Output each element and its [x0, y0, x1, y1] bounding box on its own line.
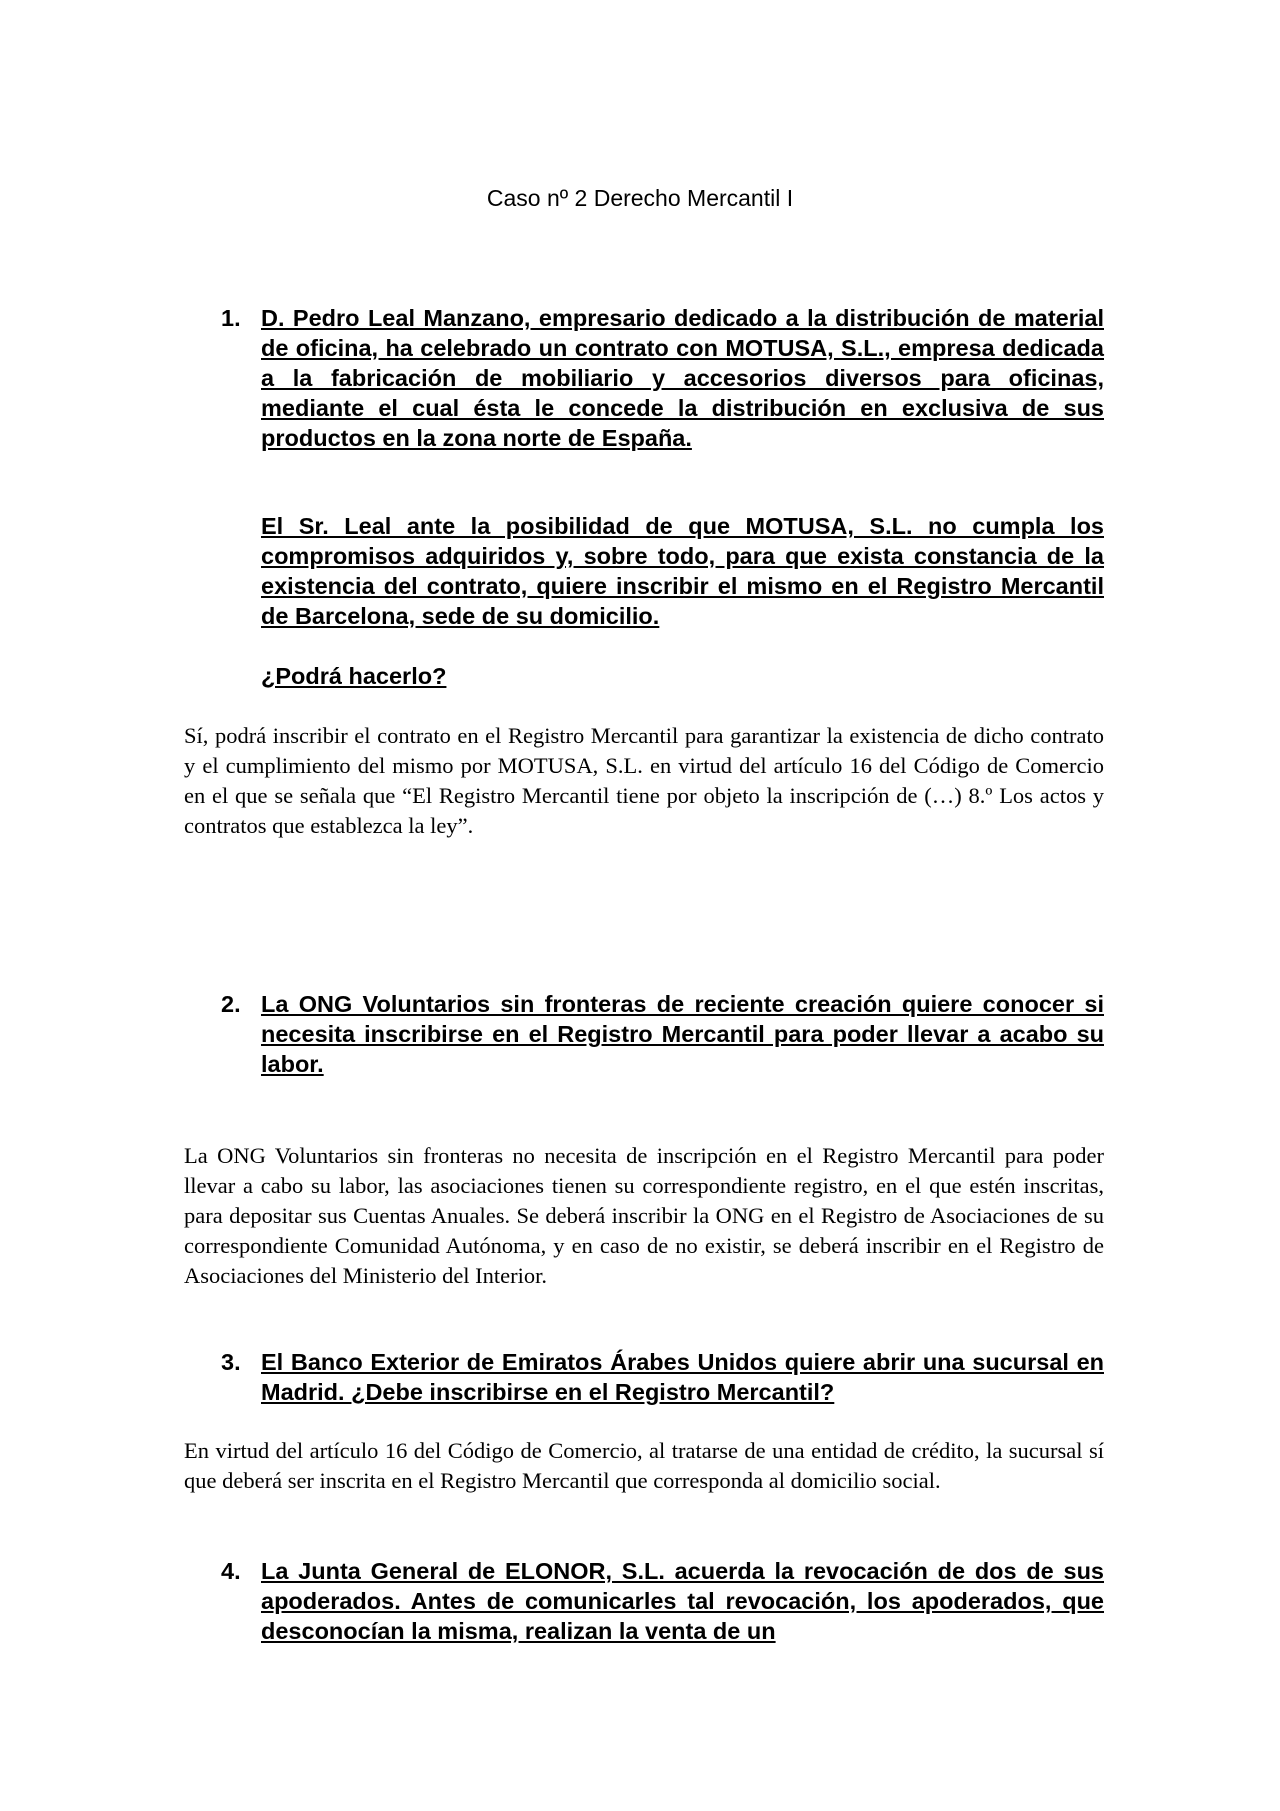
question-text: El Banco Exterior de Emiratos Árabes Unidos quiere abrir una sucursal en Madrid. ¿Debe inscribirse en el Registro Mercantil?	[261, 1349, 1104, 1405]
question-number: 3.	[221, 1349, 241, 1375]
answer-paragraph: En virtud del artículo 16 del Código de Comercio, al tratarse de una entidad de crédito, la sucursal sí que deberá ser inscrita en el Registro Mercantil que corresponda al domicilio social.	[184, 1438, 1104, 1493]
question-number: 1.	[221, 305, 241, 331]
question-text: ¿Podrá hacerlo?	[261, 663, 447, 689]
question-text: La Junta General de ELONOR, S.L. acuerda la revocación de dos de sus apoderados. Antes de comunicarles tal revocación, los apoderados, que desconocían la misma, realizan la venta de un	[261, 1558, 1104, 1644]
question-number: 4.	[221, 1558, 241, 1584]
question-text: D. Pedro Leal Manzano, empresario dedicado a la distribución de material de oficina, ha celebrado un contrato con MOTUSA, S.L., empresa dedicada a la fabricación de mobiliario y accesorios diversos para oficinas, mediante el cual ésta le concede la distribución en exclusiva de sus productos en la zona norte de España.	[261, 305, 1104, 451]
question-number: 2.	[221, 991, 241, 1017]
document-title: Caso nº 2 Derecho Mercantil I	[486, 185, 794, 211]
question-text: La ONG Voluntarios sin fronteras de reciente creación quiere conocer si necesita inscribirse en el Registro Mercantil para poder llevar a acabo su labor.	[261, 991, 1104, 1077]
answer-paragraph: La ONG Voluntarios sin fronteras no necesita de inscripción en el Registro Mercantil para poder llevar a cabo su labor, las asociaciones tienen su correspondiente registro, en el que estén inscritas, para depositar sus Cuentas Anuales. Se deberá inscribir la ONG en el Registro de Asociaciones de su correspondiente Comunidad Autónoma, y en caso de no existir, se deberá inscribir en el Registro de Asociaciones del Ministerio del Interior.	[184, 1143, 1104, 1288]
answer-paragraph: Sí, podrá inscribir el contrato en el Registro Mercantil para garantizar la existencia de dicho contrato y el cumplimiento del mismo por MOTUSA, S.L. en virtud del artículo 16 del Código de Comercio en el que se señala que “El Registro Mercantil tiene por objeto la inscripción de (…) 8.º Los actos y contratos que establezca la ley”.	[184, 723, 1104, 838]
question-text: El Sr. Leal ante la posibilidad de que MOTUSA, S.L. no cumpla los compromisos adquiridos y, sobre todo, para que exista constancia de la existencia del contrato, quiere inscribir el mismo en el Registro Mercantil de Barcelona, sede de su domicilio.	[261, 513, 1104, 629]
